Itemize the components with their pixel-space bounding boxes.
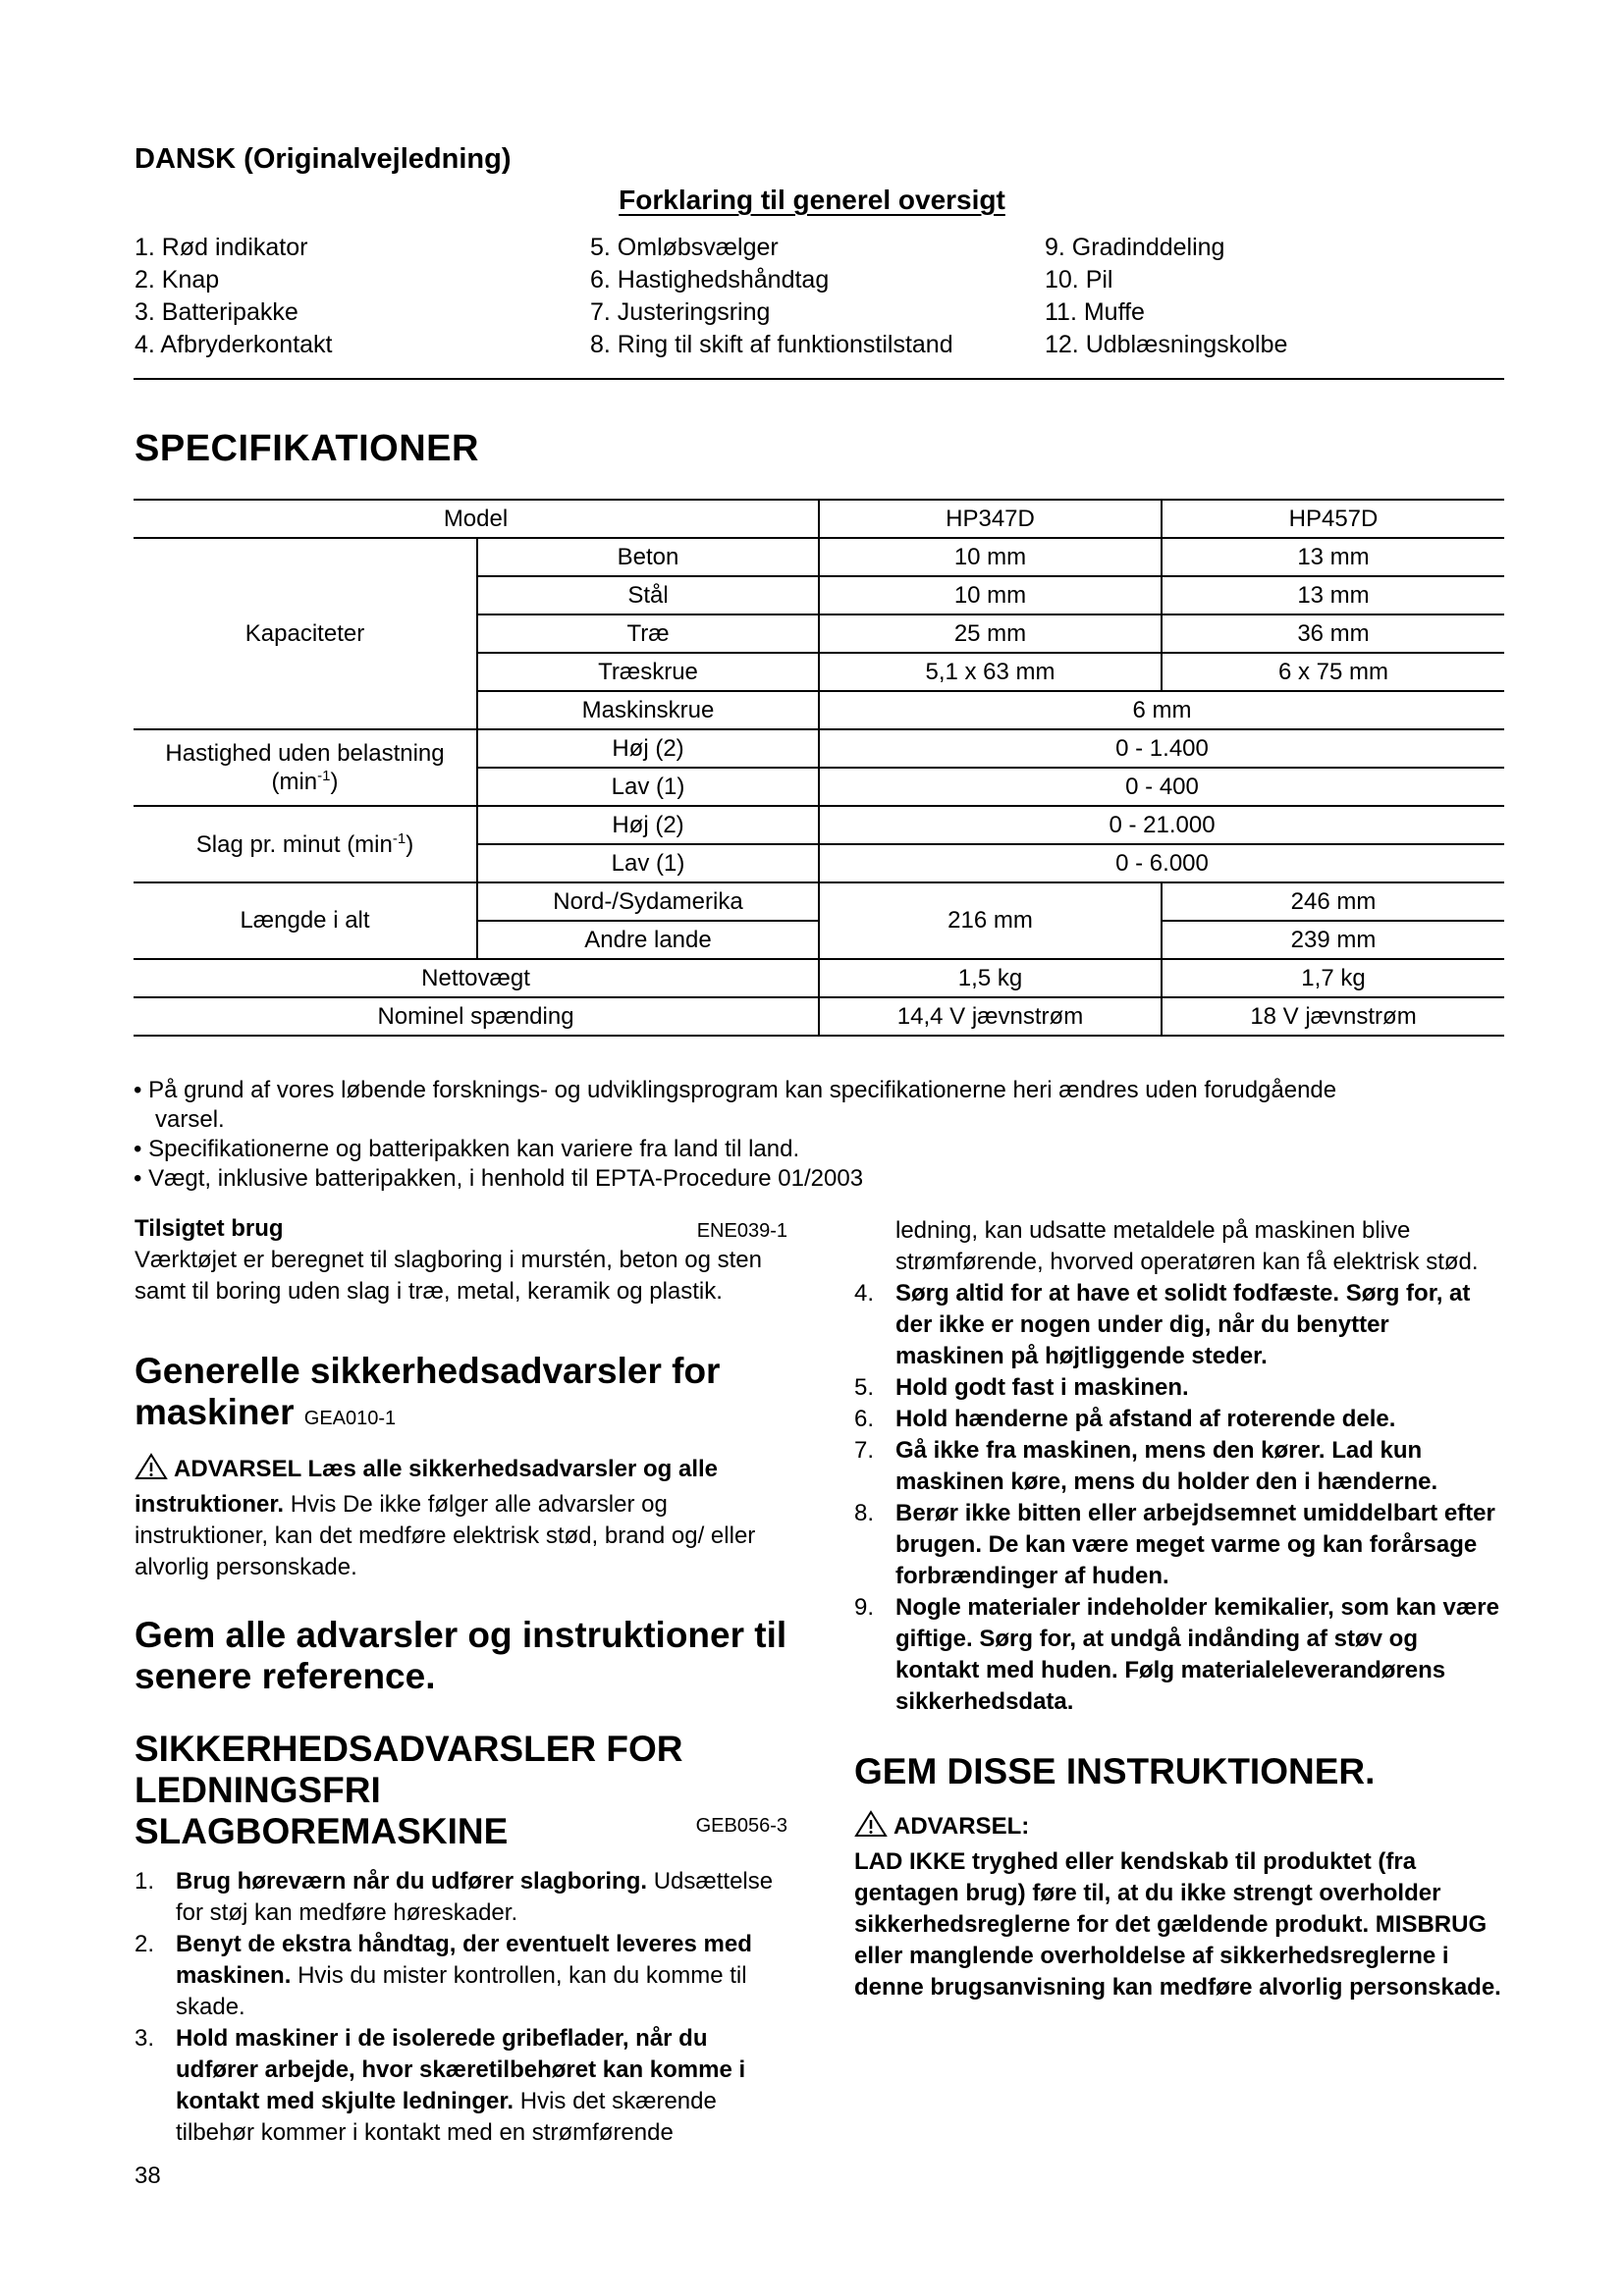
- overview-item: 2. Knap: [135, 266, 220, 294]
- table-row: [134, 997, 1504, 1036]
- length-label: Længde i alt: [134, 882, 477, 959]
- overview-col-2: [590, 232, 953, 361]
- note: • Vægt, inklusive batteripakken, i henhold til EPTA-Procedure 01/2003: [134, 1165, 864, 1192]
- cell: 1,7 kg: [1162, 959, 1504, 997]
- cell: 18 V jævnstrøm: [1162, 997, 1504, 1036]
- cell: 216 mm: [819, 882, 1162, 959]
- row-label: Andre lande: [477, 921, 819, 959]
- overview-item: 11. Muffe: [1045, 298, 1145, 326]
- cell: 5,1 x 63 mm: [819, 653, 1162, 691]
- note: • Specifikationerne og batteripakken kan variere fra land til land.: [134, 1136, 800, 1162]
- specs-title: SPECIFIKATIONER: [135, 428, 479, 469]
- cell: 6 x 75 mm: [1162, 653, 1504, 691]
- net-weight-label: Nettovægt: [134, 959, 819, 997]
- cell: 36 mm: [1162, 614, 1504, 653]
- page-number: 38: [135, 2163, 161, 2189]
- intended-use-title: Tilsigtet brug: [135, 1215, 284, 1242]
- overview-item: 4. Afbryderkontakt: [135, 331, 333, 358]
- overview-item: 1. Rød indikator: [135, 234, 308, 261]
- final-warning: ADVARSEL: LAD IKKE tryghed eller kendskab til produktet (fra gentagen brug) føre til, at du ikke strengt overholder sikkerhedsreglerne for det gældende produkt. MISBRUG eller manglende overholdelse af sikkerhedsreglerne i denne brugsanvisning kan medføre alvorlig personskade.: [854, 1810, 1504, 2003]
- cell: 10 mm: [819, 576, 1162, 614]
- overview-col-1: [135, 232, 333, 361]
- left-column: [135, 1213, 787, 2149]
- table-row: [134, 806, 1504, 844]
- section-divider: [134, 378, 1504, 380]
- list-item: 4. Sørg altid for at have et solidt fodfæste. Sørg for, at der ikke er nogen under dig, når du benytter maskinen på højtliggende steder.: [854, 1280, 1471, 1369]
- speed-label: Hastighed uden belastning $(\min^{-1})$: [134, 729, 477, 806]
- overview-col-3: [1045, 232, 1287, 361]
- cell: 13 mm: [1162, 538, 1504, 576]
- row-label: Høj (2): [477, 806, 819, 844]
- cell: 10 mm: [819, 538, 1162, 576]
- spec-notes: [134, 1076, 1504, 1194]
- voltage-label: Nominel spænding: [134, 997, 819, 1036]
- table-row: [134, 882, 1504, 921]
- cell: 14,4 V jævnstrøm: [819, 997, 1162, 1036]
- model-1: HP347D: [819, 500, 1162, 538]
- list-item: 8. Berør ikke bitten eller arbejdsemnet umiddelbart efter brugen. De kan være meget varme og kan forårsage forbrændinger af huden.: [854, 1500, 1495, 1589]
- cell: 0 - 21.000: [819, 806, 1504, 844]
- row-label: Træskrue: [477, 653, 819, 691]
- cell: 13 mm: [1162, 576, 1504, 614]
- blows-label: Slag pr. minut $(\min^{-1})$: [134, 806, 477, 882]
- save-instructions-heading: GEM DISSE INSTRUKTIONER.: [854, 1751, 1376, 1791]
- table-row: [134, 500, 1504, 538]
- overview-item: 5. Omløbsvælger: [590, 234, 779, 261]
- note: • På grund af vores løbende forsknings- og udviklingsprogram kan specifikationerne heri ændres uden forudgående: [134, 1077, 1337, 1103]
- cell: 0 - 1.400: [819, 729, 1504, 768]
- cell: 6 mm: [819, 691, 1504, 729]
- cell: 0 - 6.000: [819, 844, 1504, 882]
- row-label: Stål: [477, 576, 819, 614]
- list-item: 5. Hold godt fast i maskinen.: [854, 1374, 1189, 1401]
- overview-item: 12. Udblæsningskolbe: [1045, 331, 1288, 358]
- list-item: 2. Benyt de ekstra håndtag, der eventuelt leveres med maskinen. Hvis du mister kontrollen, kan du komme til skade.: [135, 1931, 752, 2020]
- cordless-safety-list: [135, 1866, 787, 2149]
- model-2: HP457D: [1162, 500, 1504, 538]
- warning-triangle-icon: [135, 1453, 168, 1489]
- overview-title: Forklaring til generel oversigt: [619, 185, 1005, 215]
- list-item: 6. Hold hænderne på afstand af roterende dele.: [854, 1406, 1396, 1432]
- intended-use-text: Værktøjet er beregnet til slagboring i murstén, beton og sten samt til boring uden slag i træ, metal, keramik og plastik.: [135, 1247, 762, 1305]
- list-item: 3. Hold maskiner i de isolerede gribeflader, når du udfører arbejde, hvor skæretilbehøret kan komme i kontakt med skjulte ledninger. Hvis det skærende tilbehør kommer i kontakt med en strømførende: [135, 2025, 746, 2146]
- spec-table: [134, 499, 1504, 1037]
- continued-text: ledning, kan udsatte metaldele på maskinen blive strømførende, hvorved operatøren kan få elektrisk stød.: [895, 1217, 1479, 1275]
- row-label: Lav (1): [477, 844, 819, 882]
- safety-list-continued: [854, 1278, 1504, 1718]
- overview-item: 3. Batteripakke: [135, 298, 298, 326]
- overview-item: 9. Gradinddeling: [1045, 234, 1225, 261]
- row-label: Høj (2): [477, 729, 819, 768]
- warning-triangle-icon: [854, 1810, 888, 1846]
- row-label: Lav (1): [477, 768, 819, 806]
- table-row: [134, 729, 1504, 768]
- list-item: 7. Gå ikke fra maskinen, mens den kører. Lad kun maskinen køre, mens du holder den i hænderne.: [854, 1437, 1438, 1495]
- general-warning: ADVARSEL Læs alle sikkerhedsadvarsler og alle instruktioner. Hvis De ikke følger alle advarsler og instruktioner, kan det medføre elektrisk stød, brand og/ eller alvorlig personskade.: [135, 1453, 787, 1583]
- list-item: 9. Nogle materialer indeholder kemikalier, som kan være giftige. Sørg for, at undgå indånding af støv og kontakt med huden. Følg materialeleverandørens sikkerhedsdata.: [854, 1594, 1499, 1715]
- keep-instructions-heading: Gem alle advarsler og instruktioner til senere reference.: [135, 1615, 787, 1696]
- table-row: [134, 538, 1504, 576]
- row-label: Maskinskrue: [477, 691, 819, 729]
- general-safety-heading: Generelle sikkerhedsadvarsler for maskiner GEA010-1: [135, 1351, 721, 1432]
- note: varsel.: [155, 1106, 225, 1133]
- overview-item: 6. Hastighedshåndtag: [590, 266, 830, 294]
- cell: 246 mm: [1162, 882, 1504, 921]
- intended-use-header: [135, 1213, 787, 1245]
- language-heading: DANSK (Originalvejledning): [135, 143, 512, 175]
- overview-item: 8. Ring til skift af funktionstilstand: [590, 331, 953, 358]
- overview-item: 7. Justeringsring: [590, 298, 771, 326]
- code-ref: ENE039-1: [696, 1220, 787, 1242]
- cordless-safety-heading: SIKKERHEDSADVARSLER FOR LEDNINGSFRI SLAGBOREMASKINE GEB056-3: [135, 1729, 787, 1851]
- row-label: Træ: [477, 614, 819, 653]
- cell: 25 mm: [819, 614, 1162, 653]
- list-item: 1. Brug høreværn når du udfører slagboring. Udsættelse for støj kan medføre høreskader.: [135, 1868, 774, 1926]
- row-label: Beton: [477, 538, 819, 576]
- cell: 1,5 kg: [819, 959, 1162, 997]
- table-row: [134, 959, 1504, 997]
- capacities-label: Kapaciteter: [134, 538, 477, 729]
- model-label: Model: [134, 500, 819, 538]
- right-column: [854, 1215, 1504, 2003]
- cell: 0 - 400: [819, 768, 1504, 806]
- cell: 239 mm: [1162, 921, 1504, 959]
- row-label: Nord-/Sydamerika: [477, 882, 819, 921]
- overview-item: 10. Pil: [1045, 266, 1113, 294]
